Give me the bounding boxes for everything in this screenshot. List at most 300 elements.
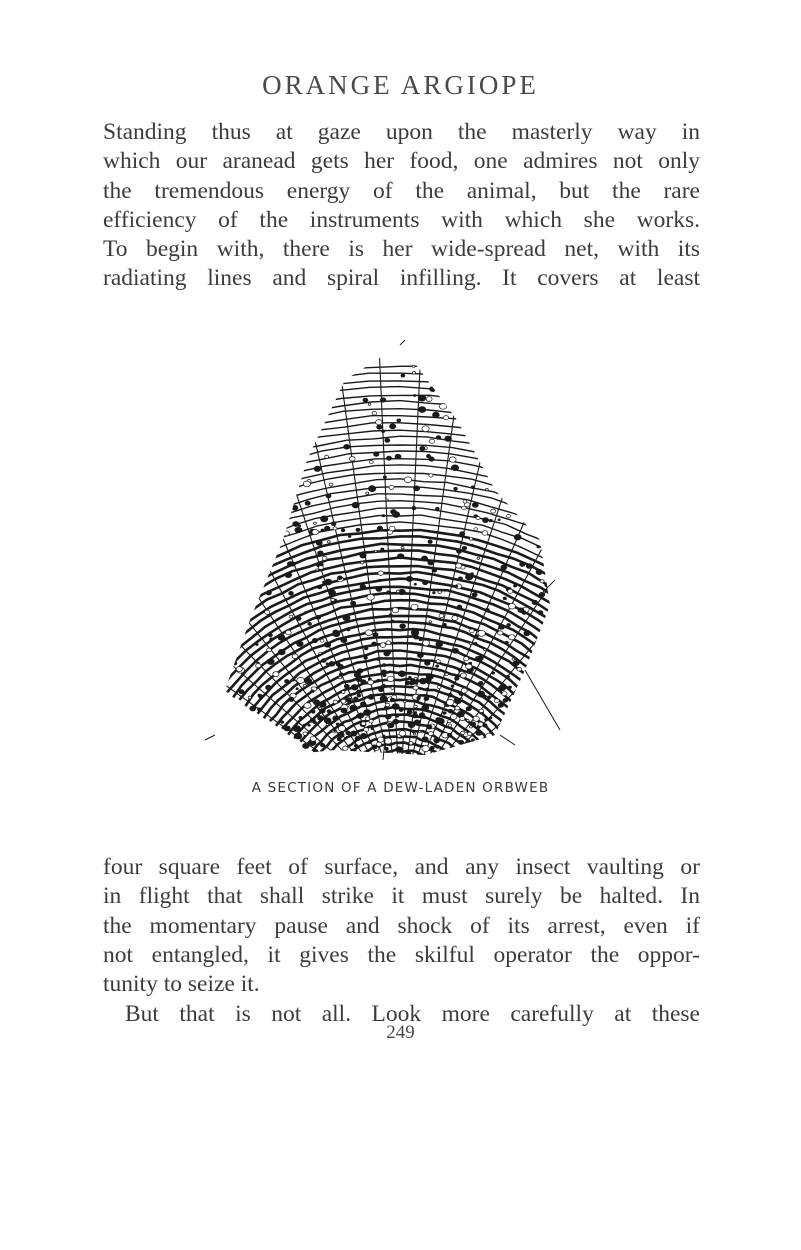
dew-droplet <box>409 742 413 745</box>
dew-droplet <box>576 544 583 550</box>
dew-droplet <box>526 564 532 569</box>
dew-droplet <box>588 670 595 676</box>
dew-droplet <box>218 662 225 667</box>
dew-droplet <box>324 718 331 724</box>
dew-droplet <box>353 750 356 753</box>
dew-droplet <box>429 621 431 623</box>
dew-droplet <box>457 605 462 609</box>
dew-droplet <box>586 492 592 497</box>
dew-droplet <box>520 562 525 566</box>
dew-droplet <box>195 531 200 536</box>
dew-droplet <box>591 493 594 496</box>
dew-droplet <box>370 753 375 757</box>
dew-droplet <box>477 729 480 731</box>
dew-droplet <box>302 427 309 433</box>
dew-droplet <box>520 420 523 423</box>
dew-droplet <box>448 366 456 372</box>
dew-droplet <box>268 440 275 445</box>
dew-droplet <box>377 659 379 661</box>
dew-droplet <box>351 685 358 691</box>
dew-droplet <box>284 726 290 731</box>
dew-droplet <box>436 436 441 440</box>
text-line: four square feet of surface, and any insect vaulting or <box>103 854 700 880</box>
dew-droplet <box>423 581 428 585</box>
dew-droplet <box>341 708 347 713</box>
dew-droplet <box>405 681 410 685</box>
dew-droplet <box>200 441 204 444</box>
dew-droplet <box>368 680 374 685</box>
dew-droplet <box>443 712 446 715</box>
paragraph-2 <box>103 853 700 999</box>
dew-droplet <box>262 433 267 437</box>
dew-droplet <box>587 517 592 521</box>
dew-droplet <box>256 663 261 667</box>
dew-droplet <box>447 733 451 737</box>
dew-droplet <box>333 716 339 721</box>
dew-droplet <box>343 746 348 750</box>
dew-droplet <box>517 667 522 671</box>
dew-droplet <box>399 731 406 736</box>
dew-droplet <box>518 689 525 694</box>
dew-droplet <box>247 476 251 479</box>
dew-droplet <box>408 722 415 727</box>
dew-droplet <box>209 463 213 467</box>
dew-droplet <box>360 733 367 738</box>
dew-droplet <box>565 675 571 680</box>
dew-droplet <box>422 759 424 760</box>
dew-droplet <box>294 733 302 739</box>
dew-droplet <box>276 449 279 452</box>
dew-droplet <box>550 459 554 462</box>
dew-droplet <box>361 722 366 726</box>
dew-droplet <box>483 744 487 747</box>
dew-droplet <box>441 720 445 723</box>
dew-droplet <box>303 684 306 686</box>
dew-droplet <box>333 700 338 704</box>
dew-droplet <box>336 723 339 725</box>
dew-droplet <box>392 608 398 613</box>
dew-droplet <box>363 710 371 716</box>
text-line: Standing thus at gaze upon the masterly way in <box>103 119 700 145</box>
dew-droplet <box>383 476 386 479</box>
dew-droplet <box>389 614 392 617</box>
dew-droplet <box>289 591 294 595</box>
dew-droplet <box>304 678 311 684</box>
dew-droplet <box>526 486 533 492</box>
dew-droplet <box>505 712 511 717</box>
dew-droplet <box>227 673 230 675</box>
dew-droplet <box>567 503 573 508</box>
dew-droplet <box>464 657 469 661</box>
dew-droplet <box>543 661 549 666</box>
dew-droplet <box>583 652 589 656</box>
dew-droplet <box>304 703 311 709</box>
dew-droplet <box>558 541 563 545</box>
dew-droplet <box>580 397 584 400</box>
dew-droplet <box>316 569 319 571</box>
dew-droplet <box>264 438 268 441</box>
dew-droplet <box>275 470 278 472</box>
dew-droplet <box>363 754 369 759</box>
dew-droplet <box>434 738 440 743</box>
dew-droplet <box>305 612 308 614</box>
dew-droplet <box>581 544 585 547</box>
dew-droplet <box>346 698 352 702</box>
dew-droplet <box>384 651 390 656</box>
dew-droplet <box>471 739 474 742</box>
dew-droplet <box>379 579 381 581</box>
dew-droplet <box>356 690 361 694</box>
dew-droplet <box>420 446 425 450</box>
dew-droplet <box>285 680 289 683</box>
dew-droplet <box>499 624 505 629</box>
dew-droplet <box>430 387 436 392</box>
dew-droplet <box>538 611 543 615</box>
dew-droplet <box>318 586 322 589</box>
dew-droplet <box>376 587 382 592</box>
dew-droplet <box>452 616 458 621</box>
dew-droplet <box>373 633 378 637</box>
dew-droplet <box>514 534 521 540</box>
dew-droplet <box>357 694 361 697</box>
dew-droplet <box>248 580 251 583</box>
dew-droplet <box>249 584 251 586</box>
dew-droplet <box>297 641 304 646</box>
dew-droplet <box>239 690 244 694</box>
dew-droplet <box>369 461 373 464</box>
dew-droplet <box>387 676 394 681</box>
dew-droplet <box>398 671 405 677</box>
dew-droplet <box>365 717 369 721</box>
dew-droplet <box>338 664 344 669</box>
dew-droplet <box>372 642 377 646</box>
dew-droplet <box>327 541 330 543</box>
dew-droplet <box>466 664 472 669</box>
dew-droplet <box>491 509 496 513</box>
dew-droplet <box>573 581 580 587</box>
dew-droplet <box>308 622 312 625</box>
dew-droplet <box>409 676 412 678</box>
dew-droplet <box>395 454 401 459</box>
dew-droplet <box>296 688 298 690</box>
dew-droplet <box>499 685 506 690</box>
dew-droplet <box>485 608 490 612</box>
dew-droplet <box>208 644 215 650</box>
dew-droplet <box>257 708 261 711</box>
dew-droplet <box>527 662 534 668</box>
dew-droplet <box>381 548 384 551</box>
dew-droplet <box>205 576 209 580</box>
dew-droplet <box>268 634 272 637</box>
dew-droplet <box>426 688 429 691</box>
dew-droplet <box>382 735 385 737</box>
dew-droplet <box>318 551 324 556</box>
dew-droplet <box>341 699 346 703</box>
dew-droplet <box>344 684 349 688</box>
dew-droplet <box>444 755 447 757</box>
dew-droplet <box>329 590 336 595</box>
dew-droplet <box>462 747 466 750</box>
dew-droplet <box>458 577 462 580</box>
dew-droplet <box>476 635 479 637</box>
dew-droplet <box>326 663 328 665</box>
dew-droplet <box>368 694 374 699</box>
dew-droplet <box>382 664 386 667</box>
dew-droplet <box>498 631 503 635</box>
paragraph-1 <box>103 118 700 294</box>
dew-droplet <box>344 444 350 449</box>
dew-droplet <box>387 591 391 594</box>
dew-droplet <box>385 714 391 719</box>
dew-droplet <box>445 673 448 676</box>
dew-droplet <box>419 713 424 717</box>
dew-droplet <box>587 651 590 653</box>
dew-droplet <box>324 642 331 647</box>
dew-droplet <box>449 457 456 462</box>
dew-droplet <box>436 745 440 748</box>
dew-droplet <box>248 696 251 699</box>
dew-droplet <box>506 675 510 678</box>
dew-droplet <box>419 407 426 413</box>
loose-strand <box>383 740 385 760</box>
dew-droplet <box>594 541 600 546</box>
dew-droplet <box>471 544 473 546</box>
dew-droplet <box>239 616 243 619</box>
dew-droplet <box>503 597 506 600</box>
dew-droplet <box>274 499 280 504</box>
dew-droplet <box>278 649 285 655</box>
dew-droplet <box>469 404 474 408</box>
dew-droplet <box>222 478 227 482</box>
dew-droplet <box>423 364 426 367</box>
dew-droplet <box>303 732 307 735</box>
dew-droplet <box>311 710 315 713</box>
dew-droplet <box>228 557 233 561</box>
dew-droplet <box>414 705 418 708</box>
dew-droplet <box>561 594 565 597</box>
dew-droplet <box>573 610 577 613</box>
dew-droplet <box>305 501 310 505</box>
dew-droplet <box>494 699 499 703</box>
dew-droplet <box>380 753 385 757</box>
dew-droplet <box>250 706 256 711</box>
text-line: radiating lines and spiral infilling. It covers at least <box>103 265 700 292</box>
dew-droplet <box>302 376 307 380</box>
dew-droplet <box>236 667 242 672</box>
dew-droplet <box>499 484 506 489</box>
dew-droplet <box>296 617 301 621</box>
dew-droplet <box>361 561 364 564</box>
dew-droplet <box>480 744 484 747</box>
dew-droplet <box>319 566 324 570</box>
dew-droplet <box>195 625 198 628</box>
dew-droplet <box>407 710 412 714</box>
dew-droplet <box>477 691 484 697</box>
dew-droplet <box>352 502 359 508</box>
dew-droplet <box>363 398 368 402</box>
dew-droplet <box>207 603 213 608</box>
dew-droplet <box>540 690 544 693</box>
dew-droplet <box>470 629 475 633</box>
dew-droplet <box>256 643 259 645</box>
dew-droplet <box>380 696 387 702</box>
dew-droplet <box>289 430 294 434</box>
text-line: To begin with, there is her wide-spread net, with its <box>103 236 700 263</box>
dew-droplet <box>421 754 427 759</box>
dew-droplet <box>554 500 557 502</box>
dew-droplet <box>340 759 345 760</box>
dew-droplet <box>454 698 461 704</box>
dew-droplet <box>385 438 390 442</box>
dew-droplet <box>212 399 219 405</box>
dew-droplet <box>327 710 331 713</box>
loose-strand <box>205 735 215 740</box>
dew-droplet <box>572 688 577 692</box>
web-strands <box>195 340 605 760</box>
dew-droplet <box>461 731 465 734</box>
dew-droplet <box>597 556 604 561</box>
dew-droplet <box>519 705 525 710</box>
dew-droplet <box>303 743 310 748</box>
dew-droplet <box>354 744 357 747</box>
dew-droplet <box>460 532 465 536</box>
dew-droplet <box>433 592 436 594</box>
dew-droplet <box>312 638 317 642</box>
dew-droplet <box>477 557 480 559</box>
dew-droplet <box>563 589 568 593</box>
dew-droplet <box>310 736 316 741</box>
dew-droplet <box>219 480 226 486</box>
dew-droplet <box>468 409 473 413</box>
dew-droplet <box>321 529 324 532</box>
dew-droplet <box>476 516 480 519</box>
dew-droplet <box>459 758 463 760</box>
loose-strand <box>525 670 560 730</box>
dew-droplet <box>389 485 394 489</box>
dew-droplet <box>428 732 433 736</box>
dew-droplet <box>209 521 211 523</box>
dew-droplet <box>526 456 533 461</box>
dew-droplet <box>381 684 386 688</box>
dew-droplet <box>351 601 356 605</box>
dew-droplet <box>427 725 432 729</box>
dew-droplet <box>590 458 593 460</box>
spiral-thread <box>195 423 605 586</box>
dew-droplet <box>424 697 429 701</box>
dew-droplet <box>337 737 341 740</box>
dew-droplet <box>347 628 350 631</box>
dew-droplet <box>413 686 418 690</box>
dew-droplet <box>472 593 477 597</box>
dew-droplet <box>479 709 483 713</box>
dew-droplet <box>267 659 274 665</box>
dew-droplet <box>246 606 251 610</box>
dew-droplet <box>487 696 490 699</box>
dew-droplet <box>436 642 443 647</box>
dew-droplet <box>462 546 467 550</box>
dew-droplet <box>507 398 510 400</box>
dew-droplet <box>449 376 455 381</box>
dew-droplet <box>436 660 440 663</box>
dew-droplet <box>364 728 369 732</box>
dew-droplet <box>526 630 530 634</box>
dew-droplet <box>436 507 440 510</box>
dew-droplet <box>448 724 451 727</box>
dew-droplet <box>233 647 236 650</box>
dew-droplet <box>412 371 415 374</box>
dew-droplet <box>316 540 322 545</box>
dew-droplet <box>386 641 391 645</box>
dew-droplet <box>396 747 403 752</box>
dew-droplet <box>508 492 511 494</box>
dew-droplet <box>382 515 385 517</box>
dew-droplet <box>459 670 462 672</box>
dew-droplet <box>368 678 371 680</box>
dew-droplet <box>433 412 440 418</box>
dew-droplet <box>412 506 416 509</box>
dew-droplet <box>468 732 472 735</box>
dew-droplet <box>418 395 426 401</box>
dew-droplet <box>476 751 479 753</box>
dew-droplet <box>202 619 207 623</box>
dew-droplet <box>303 724 306 726</box>
dew-droplet <box>547 396 553 401</box>
dew-droplet <box>391 687 394 690</box>
dew-droplet <box>209 486 216 491</box>
dew-droplet <box>350 705 357 711</box>
dew-droplet <box>372 411 377 415</box>
dew-droplet <box>594 631 600 636</box>
dew-droplet <box>265 610 270 614</box>
dew-droplet <box>299 716 302 718</box>
dew-droplet <box>501 565 507 570</box>
dew-droplet <box>199 605 205 610</box>
dew-droplet <box>266 685 272 690</box>
dew-droplet <box>546 650 552 655</box>
dew-droplet <box>497 738 503 743</box>
dew-droplet <box>462 506 466 510</box>
dew-droplet <box>213 414 218 418</box>
dew-droplet <box>414 395 416 397</box>
dew-droplet <box>428 540 432 544</box>
dew-droplet <box>331 522 336 526</box>
dew-droplet <box>550 627 555 631</box>
dew-droplet <box>355 736 360 740</box>
dew-droplet <box>208 441 211 444</box>
dew-droplet <box>319 385 326 390</box>
dew-droplet <box>455 585 458 587</box>
dew-droplet <box>224 654 228 658</box>
dew-droplet <box>465 741 470 745</box>
dew-droplet <box>445 436 452 441</box>
dew-droplet <box>397 554 404 559</box>
dew-droplet <box>272 438 276 441</box>
dew-droplet <box>397 590 400 593</box>
dew-droplet <box>469 642 472 644</box>
text-line: in flight that shall strike it must surely be halted. In <box>103 883 700 910</box>
text-line: efficiency of the instruments with which she works. <box>103 206 700 233</box>
dew-droplet <box>414 712 417 714</box>
dew-droplet <box>401 547 404 549</box>
dew-droplet <box>492 672 495 674</box>
dew-droplet <box>553 577 556 579</box>
text-line: tunity to seize it. <box>103 971 260 998</box>
dew-droplet <box>486 488 489 490</box>
dew-droplet <box>515 482 522 487</box>
dew-droplet <box>268 498 273 502</box>
dew-droplet <box>549 472 552 475</box>
dew-droplet <box>466 707 471 711</box>
